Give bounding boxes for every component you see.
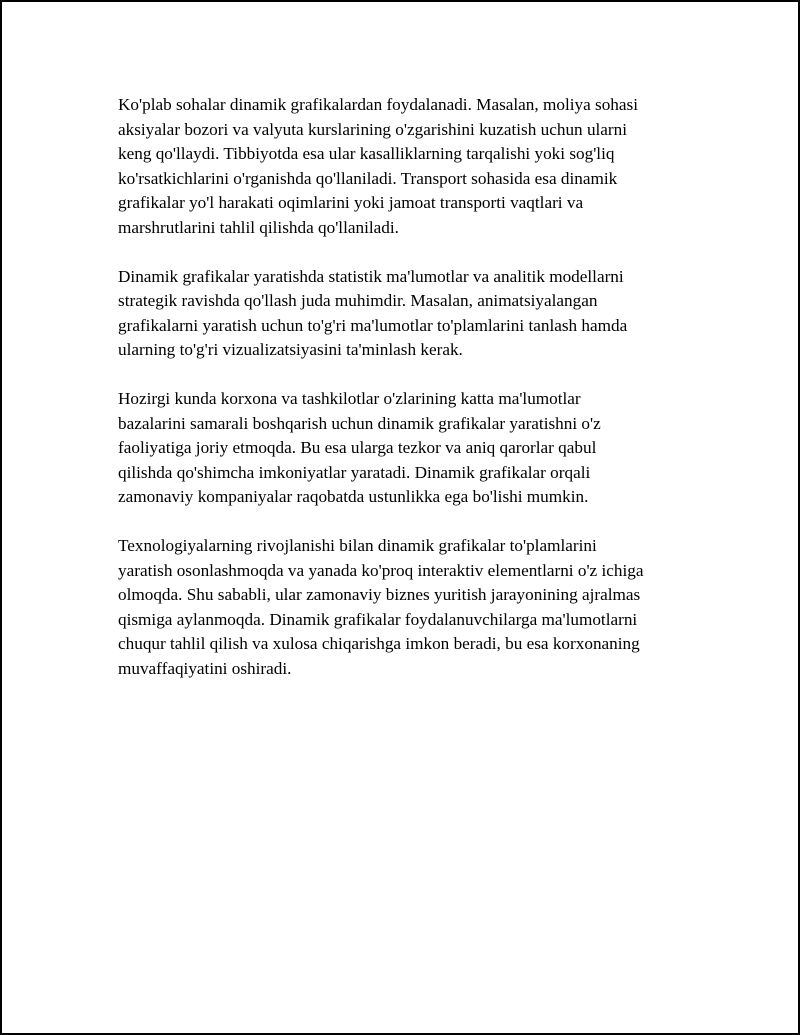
- paragraph-line: qilishda qo'shimcha imkoniyatlar yaratadi. Dinamik grafikalar orqali: [118, 462, 591, 482]
- paragraph-line: muvaffaqiyatini oshiradi.: [118, 658, 292, 678]
- paragraph-4: [118, 534, 688, 681]
- paragraph-2: [118, 265, 688, 363]
- paragraph-line: ko'rsatkichlarini o'rganishda qo'llaniladi. Transport sohasida esa dinamik: [118, 168, 618, 188]
- paragraph-line: yaratish osonlashmoqda va yanada ko'proq interaktiv elementlarni o'z ichiga: [118, 560, 644, 580]
- paragraph-line: grafikalarni yaratish uchun to'g'ri ma'lumotlar to'plamlarini tanlash hamda: [118, 315, 628, 335]
- paragraph-line: olmoqda. Shu sababli, ular zamonaviy biznes yuritish jarayonining ajralmas: [118, 585, 641, 604]
- paragraph-line: bazalarini samarali boshqarish uchun dinamik grafikalar yaratishni o'z: [118, 413, 601, 433]
- paragraph-line: marshrutlarini tahlil qilishda qo'llaniladi.: [118, 217, 399, 237]
- paragraph-line: Dinamik grafikalar yaratishda statistik ma'lumotlar va analitik modellarni: [118, 266, 624, 286]
- paragraph-line: ularning to'g'ri vizualizatsiyasini ta'minlash kerak.: [118, 340, 463, 359]
- paragraph-line: keng qo'llaydi. Tibbiyotda esa ular kasalliklarning tarqalishi yoki sog'liq: [118, 144, 615, 163]
- paragraph-1: [118, 93, 688, 240]
- paragraph-line: faoliyatiga joriy etmoqda. Bu esa ularga tezkor va aniq qarorlar qabul: [118, 438, 597, 457]
- paragraph-line: grafikalar yo'l harakati oqimlarini yoki jamoat transporti vaqtlari va: [118, 193, 584, 212]
- paragraph-line: Hozirgi kunda korxona va tashkilotlar o'zlarining katta ma'lumotlar: [118, 389, 581, 408]
- paragraph-line: strategik ravishda qo'llash juda muhimdir. Masalan, animatsiyalangan: [118, 291, 598, 310]
- paragraph-3: [118, 387, 688, 510]
- paragraph-line: zamonaviy kompaniyalar raqobatda ustunlikka ega bo'lishi mumkin.: [118, 487, 589, 506]
- paragraph-line: chuqur tahlil qilish va xulosa chiqarishga imkon beradi, bu esa korxonaning: [118, 634, 640, 653]
- paragraph-line: Ko'plab sohalar dinamik grafikalardan foydalanadi. Masalan, moliya sohasi: [118, 95, 638, 114]
- document-body: [118, 93, 688, 706]
- paragraph-line: Texnologiyalarning rivojlanishi bilan dinamik grafikalar to'plamlarini: [118, 536, 597, 555]
- paragraph-line: qismiga aylanmoqda. Dinamik grafikalar foydalanuvchilarga ma'lumotlarni: [118, 609, 638, 629]
- paragraph-line: aksiyalar bozori va valyuta kurslarining o'zgarishini kuzatish uchun ularni: [118, 119, 628, 139]
